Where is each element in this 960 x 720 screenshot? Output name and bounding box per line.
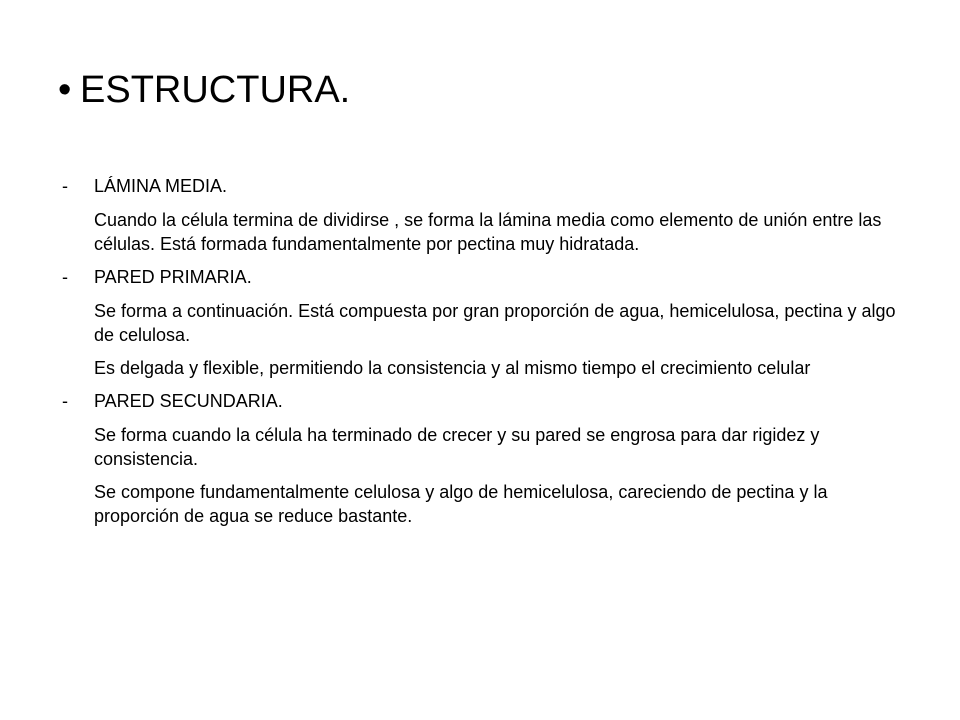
dash-marker: - (62, 267, 68, 287)
section-heading-text: PARED PRIMARIA. (94, 267, 252, 287)
section-heading-text: PARED SECUNDARIA. (94, 391, 283, 411)
dash-marker: - (62, 391, 68, 411)
paragraph: Se forma cuando la célula ha terminado de crecer y su pared se engrosa para dar rigidez y consistencia. (94, 425, 820, 469)
dash-marker: - (62, 176, 68, 196)
section-heading-text: LÁMINA MEDIA. (94, 176, 228, 196)
paragraph: Se forma a continuación. Está compuesta por gran proporción de agua, hemicelulosa, pectina y algo de celulosa. (94, 301, 896, 345)
paragraph: Se compone fundamentalmente celulosa y algo de hemicelulosa, careciendo de pectina y la proporción de agua se reduce bastante. (94, 482, 828, 526)
section-heading-lamina-media (62, 174, 902, 198)
paragraph: Cuando la célula termina de dividirse , se forma la lámina media como elemento de unión entre las células. Está formada fundamentalmente por pectina muy hidratada. (94, 210, 882, 254)
paragraph: Es delgada y flexible, permitiendo la consistencia y al mismo tiempo el crecimiento celular (94, 358, 811, 378)
slide-title (58, 66, 350, 114)
slide-content (62, 174, 902, 537)
section-heading-pared-primaria (62, 265, 902, 289)
section-heading-pared-secundaria (62, 389, 902, 413)
title-text: ESTRUCTURA. (80, 69, 351, 111)
title-bullet: • (58, 69, 72, 111)
